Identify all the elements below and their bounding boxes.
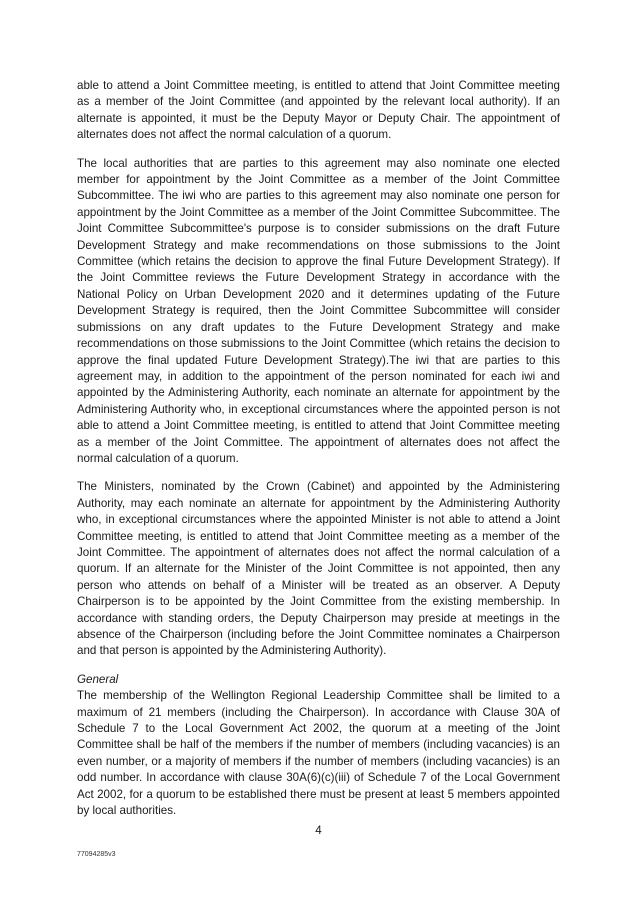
paragraph-subcommittee: The local authorities that are parties to this agreement may also nominate one elected member for appointment by the Joint Committee as a member of the Joint Committee Subcommittee. The iwi who are parties to this agreement may also nominate one person for appointment by the Joint Committee as a member of the Joint Committee Subcommittee. The Joint Committee Subcommittee's purpose is to consider submissions on the draft Future Development Strategy and make recommendations on those submissions to the Joint Committee (which retains the decision to approve the final Future Development Strategy). If the Joint Committee reviews the Future Development Strategy in accordance with the National Policy on Urban Development 2020 and it determines updating of the Future Development Strategy is required, then the Joint Committee Subcommittee will consider submissions on any draft updates to the Future Development Strategy and make recommendations on those submissions to the Joint Committee (which retains the decision to approve the final updated Future Development Strategy).The iwi that are parties to this agreement may, in addition to the appointment of the person nominated for each iwi and appointed by the Administering Authority, each nominate an alternate for appointment by the Administering Authority who, in exceptional circumstances where the appointed person is not able to attend a Joint Committee meeting, is entitled to attend that Joint Committee meeting as a member of the Joint Committee. The appointment of alternates does not affect the normal calculation of a quorum. [77, 156, 560, 465]
paragraph-alternates-local: able to attend a Joint Committee meeting, is entitled to attend that Joint Committee meeting as a member of the Joint Committee (and appointed by the relevant local authority). If an alternate is appointed, it must be the Deputy Mayor or Deputy Chair. The appointment of alternates does not affect the normal calculation of a quorum. [77, 79, 560, 142]
paragraph-general-membership: The membership of the Wellington Regional Leadership Committee shall be limited to a maximum of 21 members (including the Chairperson). In accordance with Clause 30A of Schedule 7 to the Local Government Act 2002, the quorum at a meeting of the Joint Committee shall be half of the members if the number of members (including vacancies) is an even number, or a majority of members if the number of members (including vacancies) is an odd number. In accordance with clause 30A(6)(c)(iii) of Schedule 7 of the Local Government Act 2002, for a quorum to be established there must be present at least 5 members appointed by local authorities. [77, 689, 560, 818]
page-number: 4 [315, 824, 322, 837]
paragraph-ministers: The Ministers, nominated by the Crown (Cabinet) and appointed by the Administering Authority, may each nominate an alternate for appointment by the Administering Authority who, in exceptional circumstances where the appointed Minister is not able to attend a Joint Committee meeting, is entitled to attend that Joint Committee meeting as a member of the Joint Committee. The appointment of alternates does not affect the normal calculation of a quorum. If an alternate for the Minister of the Joint Committee is not appointed, then any person who attends on behalf of a Minister will be treated as an observer. A Deputy Chairperson is to be appointed by the Joint Committee from the existing membership. In accordance with standing orders, the Deputy Chairperson may preside at meetings in the absence of the Chairperson (including before the Joint Committee nominates a Chairperson and that person is appointed by the Administering Authority). [77, 480, 560, 658]
document-id: 77094285v3 [77, 851, 116, 858]
document-body [77, 78, 560, 831]
section-heading-general: General [77, 672, 119, 686]
